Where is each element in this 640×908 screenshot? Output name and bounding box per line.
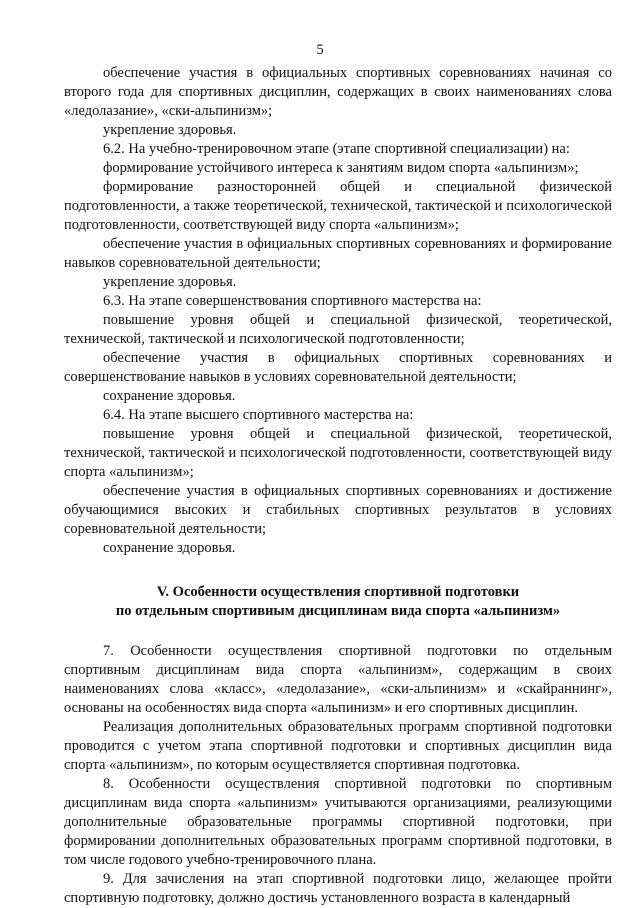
paragraph: обеспечение участия в официальных спортивных соревнованиях начиная со второго года для спортивных дисциплин, содержащих в своих наименованиях слова «ледолазание», «ски-альпинизм»; (64, 65, 612, 119)
paragraph: сохранение здоровья. (103, 540, 236, 556)
paragraph: 8. Особенности осуществления спортивной подготовки по спортивным дисциплинам вида спорта «альпинизм» учитываются организациями, реализующими дополнительные образовательные программы спортивной подготовки, при формировании дополнительных образовательных программ спортивной подготовки, в том числе годового учебно-тренировочного плана. (64, 776, 612, 868)
section-heading (64, 583, 612, 621)
paragraph: формирование устойчивого интереса к занятиям видом спорта «альпинизм»; (103, 160, 579, 176)
paragraph: повышение уровня общей и специальной физической, теоретической, технической, тактической и психологической подготовленности; (64, 312, 612, 347)
paragraph: обеспечение участия в официальных спортивных соревнованиях и формирование навыков соревновательной деятельности; (64, 236, 612, 271)
paragraph: 9. Для зачисления на этап спортивной подготовки лицо, желающее пройти спортивную подготовку, должно достичь установленного возраста в календарный (64, 871, 612, 906)
paragraph: обеспечение участия в официальных спортивных соревнованиях и совершенствование навыков в условиях соревновательной деятельности; (64, 350, 612, 385)
paragraph: 7. Особенности осуществления спортивной подготовки по отдельным спортивным дисциплинам вида спорта «альпинизм», содержащим в своих наименованиях слова «класс», «ледолазание», «ски-альпинизм» и «скайраннинг», основаны на особенностях вида спорта «альпинизм» и его спортивных дисциплин. (64, 643, 612, 716)
document-body (64, 64, 612, 908)
section-heading-line-2: по отдельным спортивным дисциплинам вида спорта «альпинизм» (115, 603, 561, 619)
paragraph: 6.3. На этапе совершенствования спортивного мастерства на: (103, 293, 482, 309)
paragraph: обеспечение участия в официальных спортивных соревнованиях и достижение обучающимися высоких и стабильных спортивных результатов в условиях соревновательной деятельности; (64, 483, 612, 537)
paragraph: повышение уровня общей и специальной физической, теоретической, технической, тактической и психологической подготовленности, соответствующей виду спорта «альпинизм»; (64, 426, 612, 480)
section-heading-line-1: V. Особенности осуществления спортивной подготовки (156, 584, 520, 600)
page-number: 5 (316, 42, 324, 58)
paragraph: сохранение здоровья. (103, 388, 236, 404)
paragraph: укрепление здоровья. (103, 122, 237, 138)
paragraph: 6.2. На учебно-тренировочном этапе (этапе спортивной специализации) на: (103, 141, 570, 157)
paragraph: формирование разносторонней общей и специальной физической подготовленности, а также теоретической, технической, тактической и психологической подготовленности, соответствующей виду спорта «альпинизм»; (64, 179, 612, 233)
paragraph: 6.4. На этапе высшего спортивного мастерства на: (103, 407, 414, 423)
paragraph: укрепление здоровья. (103, 274, 237, 290)
paragraph: Реализация дополнительных образовательных программ спортивной подготовки проводится с учетом этапа спортивной подготовки и спортивных дисциплин вида спорта «альпинизм», по которым осуществляется спортивная подготовка. (64, 719, 612, 773)
